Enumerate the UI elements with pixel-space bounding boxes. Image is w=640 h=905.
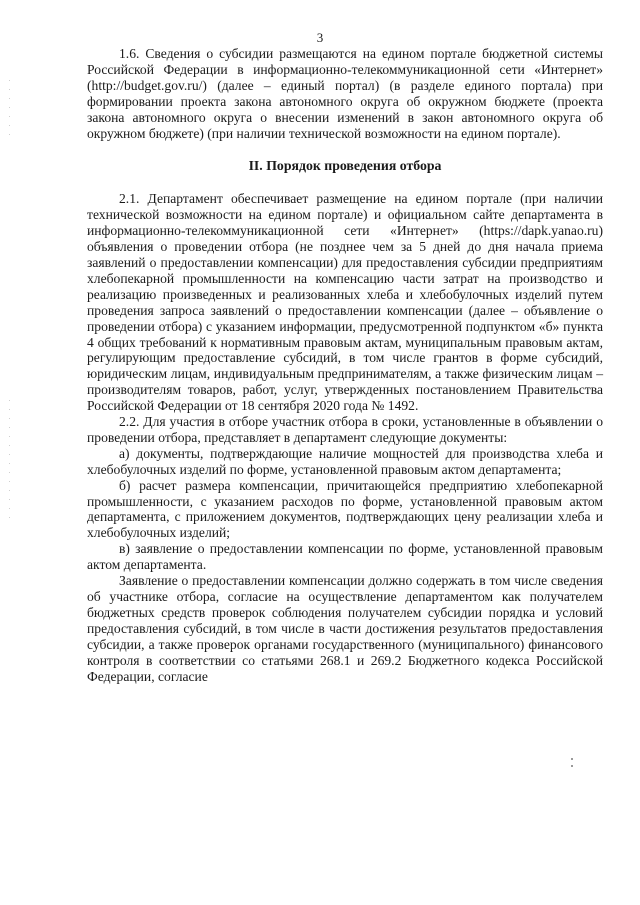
paragraph-2-2: 2.2. Для участия в отборе участник отбора в сроки, установленные в объявлении о проведении отбора, представляет в департамент следующие документы: [87, 414, 603, 445]
list-item-v: в) заявление о предоставлении компенсации по форме, установленной правовым актом департамента. [87, 541, 603, 573]
section-heading: II. Порядок проведения отбора [248, 158, 442, 174]
paragraph-2-1: 2.1. Департамент обеспечивает размещение на едином портале (при наличии технической возможности на едином портале) и официальном сайте департамента в информационно-телекоммуникационной сети «Интернет» (https://dapk.yanao.ru) объявления о проведении отбора (не позднее чем за 5 дней до дня начала приема заявлений о предоставлении компенсации) для предоставления субсидии предприятиям хлебопекарной промышленности на компенсацию части затрат на производство и реализацию произведенных и реализованных хлеба и хлебобулочных изделий путем проведения запроса заявлений о предоставлении компенсации (далее – объявление о проведении отбора) с указанием информации, предусмотренной подпунктом «б» пункта 4 общих требований к нормативным правовым актам, муниципальным правовым актам, регулирующим предоставление субсидий, в том числе грантов в форме субсидий, юридическим лицам, индивидуальным предпринимателям, а также физическим лицам – производителям товаров, работ, услуг, утвержденных постановлением Правительства Российской Федерации от 18 сентября 2020 года № 1492. [87, 191, 603, 414]
scan-artifact [9, 80, 10, 140]
paragraph-1-6: 1.6. Сведения о субсидии размещаются на едином портале бюджетной системы Российской Федерации в информационно-телекоммуникационной сети «Интернет» (http://budget.gov.ru/) (далее – единый портал) (в разделе единого портала) при формировании проекта закона автономного округа об окружном бюджете (проекта закона автономного округа о внесении изменений в закон автономного округа об окружном бюджете) (при наличии технической возможности на едином портале). [87, 46, 603, 141]
document-body [87, 46, 603, 684]
scan-artifact [9, 400, 10, 520]
paragraph-statement: Заявление о предоставлении компенсации должно содержать в том числе сведения об участнике отбора, согласие на осуществление департаментом как получателем бюджетных средств проверок соблюдения получателем субсидии порядка и условий предоставления субсидий, в том числе в части достижения результатов предоставления субсидии, а также проверок органами государственного (муниципального) финансового контроля в соответствии со статьями 268.1 и 269.2 Бюджетного кодекса Российской Федерации, согласие [87, 573, 603, 684]
scan-artifact [571, 758, 573, 760]
scan-artifact [571, 765, 573, 767]
list-item-a: а) документы, подтверждающие наличие мощностей для производства хлеба и хлебобулочных изделий по форме, установленной правовым актом департамента; [87, 445, 603, 477]
page-number: 3 [316, 30, 324, 45]
list-item-b: б) расчет размера компенсации, причитающейся предприятию хлебопекарной промышленности, с указанием расходов по форме, установленной правовым актом департамента, с приложением документов, подтверждающих цену реализации хлеба и хлебобулочных изделий; [87, 477, 603, 541]
